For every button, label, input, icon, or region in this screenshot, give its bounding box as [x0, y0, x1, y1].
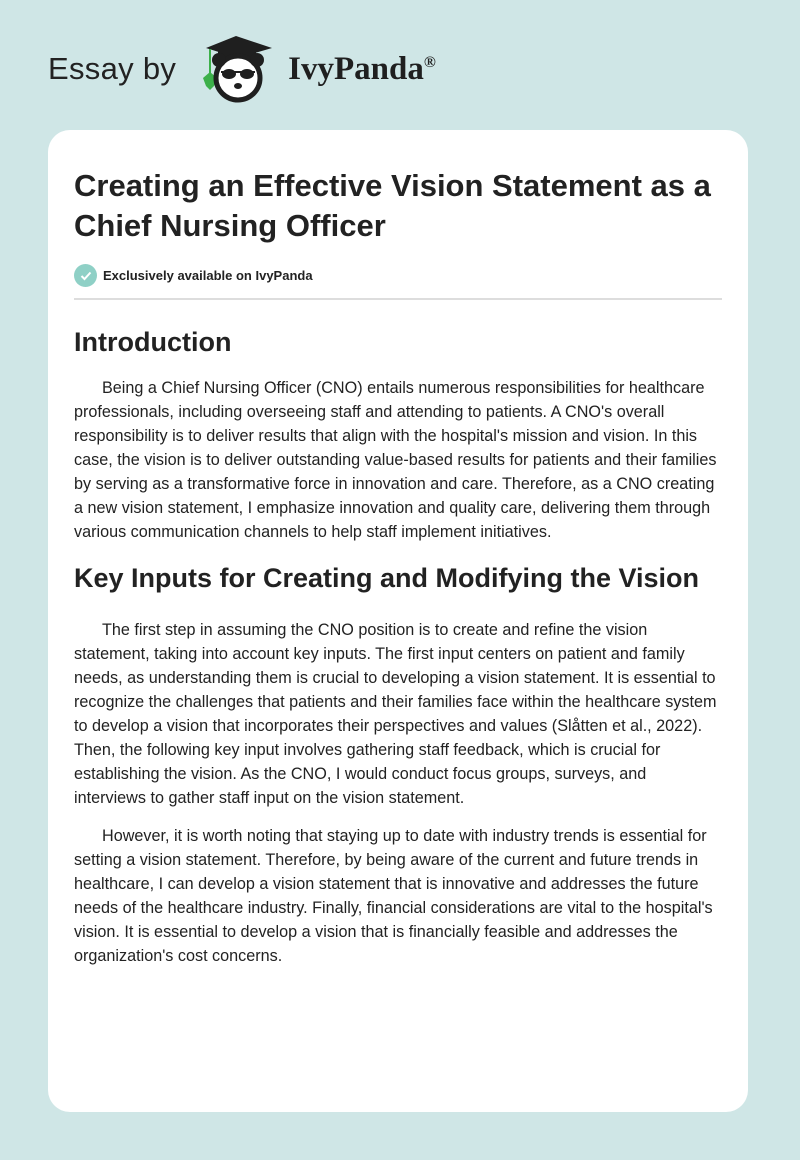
essay-by-label: Essay by — [48, 51, 177, 86]
ivypanda-logo-icon[interactable] — [194, 34, 280, 104]
exclusive-badge — [74, 264, 722, 287]
section-heading: Introduction — [74, 327, 232, 357]
paragraph: However, it is worth noting that staying up to date with industry trends is essential for setting a vision statement. Therefore, by being aware of the current and future trends in healthcare, I can develop a vision statement that is innovative and addresses the future needs of the healthcare industry. Finally, financial considerations are vital to the hospital's vision. It is essential to develop a vision that is financially feasible and addresses the organization's cost concerns. — [74, 827, 713, 965]
check-circle-icon — [74, 264, 97, 287]
registered-mark: ® — [423, 53, 436, 71]
paragraph: Being a Chief Nursing Officer (CNO) entails numerous responsibilities for healthcare professionals, including overseeing staff and attending to patients. A CNO's overall responsibility is to deliver results that align with the hospital's mission and vision. In this case, the vision is to deliver outstanding value-based results for patients and their families by serving as a transformative force in innovation and care. Therefore, as a CNO creating a new vision statement, I emphasize innovation and quality care, delivering them through various communication channels to help staff implement initiatives. — [74, 379, 717, 541]
site-header — [48, 34, 436, 104]
brand-text: IvyPanda — [288, 50, 424, 87]
badge-text: Exclusively available on IvyPanda — [103, 268, 313, 283]
article-title: Creating an Effective Vision Statement as a Chief Nursing Officer — [74, 168, 711, 243]
section-heading: Key Inputs for Creating and Modifying the Vision — [74, 563, 700, 593]
paragraph: The first step in assuming the CNO position is to create and refine the vision statement, taking into account key inputs. The first input centers on patient and family needs, as understanding them is crucial to developing a vision statement. It is essential to recognize the challenges that patients and their families face within the healthcare system to develop a vision that incorporates their perspectives and values (Slåtten et al., 2022). Then, the following key input involves gathering staff feedback, which is crucial for establishing the vision. As the CNO, I would conduct focus groups, surveys, and interviews to gather staff input on the vision statement. — [74, 621, 717, 807]
article-card — [48, 130, 748, 1112]
brand-name[interactable] — [288, 51, 436, 88]
divider — [74, 298, 722, 300]
